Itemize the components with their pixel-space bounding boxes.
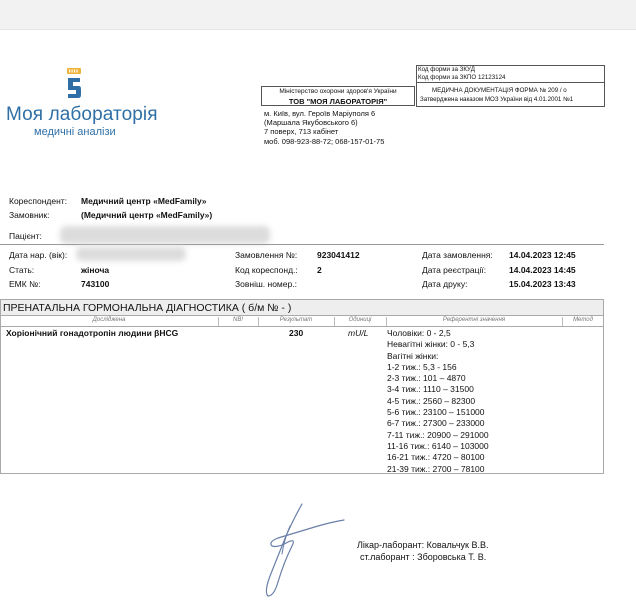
reference-line: 5-6 тиж.: 23100 – 151000 [387, 407, 485, 418]
column-header: Результат [279, 317, 313, 323]
order-value: 923041412 [317, 250, 360, 260]
ministry-box [261, 86, 415, 106]
test-name: Хоріонічний гонадотропін людини βHCG [6, 328, 179, 338]
address-line: м. Київ, вул. Героїв Маріуполя 6 [264, 109, 376, 118]
form-approved: Затверджена наказом МОЗ України від 4.01.2001 №1 [420, 96, 574, 103]
company-name: ТОВ "МОЯ ЛАБОРАТОРІЯ" [288, 97, 388, 106]
column-header: Метод [573, 317, 593, 323]
address-line: 7 поверх, 713 кабінет [264, 127, 339, 136]
lab-assistant-signature: ст.лаборант : Зборовська Т. В. [360, 552, 487, 562]
address-line: моб. 098-923-88-72; 068-157-01-75 [264, 137, 385, 146]
reference-line: 7-11 тиж.: 20900 – 291000 [387, 429, 489, 440]
corr-code-label: Код кореспонд.: [235, 265, 298, 275]
reference-line: 16-21 тиж.: 4720 – 80100 [387, 452, 485, 463]
redacted-patient [60, 226, 270, 244]
reference-line: 21-39 тиж.: 2700 – 78100 [387, 463, 485, 474]
ext-num-label: Зовніш. номер.: [235, 279, 297, 289]
order-date-label: Дата замовлення: [422, 250, 493, 260]
print-date-label: Дата друку: [422, 279, 468, 289]
patient-label: Пацієнт: [9, 231, 42, 241]
column-header: Референтні значення [442, 317, 506, 323]
emk-value: 743100 [81, 279, 110, 289]
address-line: (Маршала Якубовського 6) [264, 118, 358, 127]
redacted-birth [76, 247, 186, 261]
reference-line: 11-16 тиж.: 6140 – 103000 [387, 440, 489, 451]
column-header: NB! [232, 317, 243, 323]
emk-label: ЕМК №: [9, 279, 41, 289]
reference-line: Невагітні жінки: 0 - 5,3 [387, 339, 475, 350]
column-header: Досліджена [92, 317, 126, 323]
reg-date-value: 14.04.2023 14:45 [509, 265, 576, 275]
corr-code-value: 2 [317, 265, 322, 275]
reference-values [387, 328, 489, 475]
order-date-value: 14.04.2023 12:45 [509, 250, 576, 260]
column-header: Одиниці [348, 317, 372, 323]
reference-line: 2-3 тиж.: 101 – 4870 [387, 373, 466, 384]
test-result: 230 [289, 328, 304, 338]
results-table [0, 316, 604, 474]
reg-date-label: Дата реєстрації: [422, 265, 487, 275]
logo-subtitle: медичні аналізи [34, 126, 116, 138]
birth-label: Дата нар. (вік): [9, 250, 68, 260]
lab-logo-icon [62, 68, 86, 104]
sex-label: Стать: [9, 265, 35, 275]
logo-name: Моя лабораторія [6, 104, 158, 125]
section-title: ПРЕНАТАЛЬНА ГОРМОНАЛЬНА ДІАГНОСТИКА ( б/м № - ) [3, 302, 292, 314]
sex-value: жіноча [81, 265, 110, 275]
top-band [0, 0, 636, 30]
signature-image [248, 496, 348, 600]
reference-line: Вагітні жінки: [387, 350, 439, 361]
order-label: Замовлення №: [235, 250, 298, 260]
ministry-name: Міністерство охорони здоров'я України [279, 88, 397, 95]
divider [0, 244, 604, 245]
reference-line: 6-7 тиж.: 27300 – 233000 [387, 418, 485, 429]
customer-label: Замовник: [9, 210, 50, 220]
form-doc-title: МЕДИЧНА ДОКУМЕНТАЦІЯ ФОРМА № 209 / о [432, 87, 567, 94]
reference-line: 4-5 тиж.: 2560 – 82300 [387, 395, 476, 406]
form-code-zkud: Код форми за ЗКУД [418, 66, 475, 73]
reference-line: 3-4 тиж.: 1110 – 31500 [387, 384, 474, 395]
test-unit: mU/L [348, 328, 369, 338]
correspondent-value: Медичний центр «MedFamily» [81, 196, 207, 206]
doctor-signature: Лікар-лаборант: Ковальчук В.В. [357, 540, 489, 550]
form-code-zkpo: Код форми за ЗКПО 12123124 [418, 74, 506, 81]
reference-line: Чоловіки: 0 - 2,5 [387, 328, 451, 338]
print-date-value: 15.04.2023 13:43 [509, 279, 576, 289]
customer-value: (Медичний центр «MedFamily») [81, 210, 213, 220]
correspondent-label: Кореспондент: [9, 196, 68, 206]
reference-line: 1-2 тиж.: 5,3 - 156 [387, 361, 457, 372]
header-divider [0, 326, 604, 327]
